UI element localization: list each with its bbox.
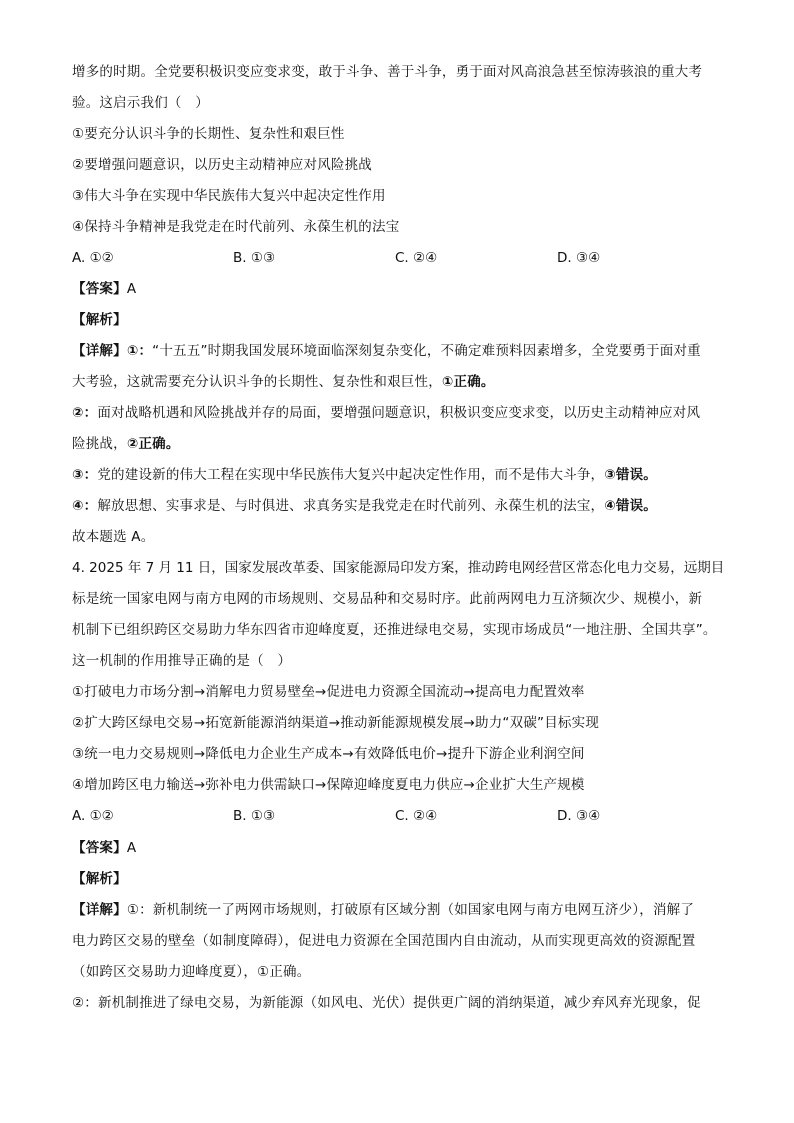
q4-detail-1c: （如跨区交易助力迎峰度夏），①正确。 <box>72 964 311 980</box>
q4-option-b: B. ①③ <box>233 808 276 824</box>
detail-verdict: ②正确。 <box>126 436 180 452</box>
detail-verdict: ①正确。 <box>441 374 495 390</box>
q3-option-a: A. ①② <box>72 250 114 266</box>
q4-item-4: ④增加跨区电力输送→弥补电力供需缺口→保障迎峰度夏电力供应→企业扩大生产规模 <box>72 777 585 793</box>
q3-answer <box>72 279 136 299</box>
q4-analysis-label: 【解析】 <box>72 871 127 887</box>
answer-value: A <box>126 281 137 297</box>
q3-detail-1a <box>72 341 701 361</box>
q4-detail-2a: ②：新机制推进了绿电交易，为新能源（如风电、光伏）提供更广阔的消纳渠道，减少弃风弃光现象，促 <box>72 995 701 1011</box>
detail-marker: ④： <box>72 498 98 514</box>
q4-detail-1b: 电力跨区交易的壁垒（如制度障碍），促进电力资源在全国范围内自由流动，从而实现更高效的资源配置 <box>72 933 696 949</box>
q3-conclusion: 故本题选 A。 <box>72 529 155 545</box>
q3-analysis-label: 【解析】 <box>72 312 127 328</box>
q3-detail-4 <box>72 496 657 516</box>
q4-item-2: ②扩大跨区绿电交易→拓宽新能源消纳渠道→推动新能源规模发展→助力“双碳”目标实现 <box>72 715 600 731</box>
q4-stem-line: 4. 2025 年 7 月 11 日，国家发展改革委、国家能源局印发方案，推动跨电网经营区常态化电力交易，远期目 <box>72 560 725 576</box>
detail-text: 解放思想、实事求是、与时俱进、求真务实是我党走在时代前列、永葆生机的法宝， <box>97 498 605 514</box>
q4-option-c: C. ②④ <box>395 808 438 824</box>
detail-text: “十五五”时期我国发展环境面临深刻复杂变化，不确定难预料因素增多，全党要勇于面对重 <box>152 343 701 359</box>
q3-detail-2b <box>72 434 180 454</box>
answer-label: 【答案】 <box>72 281 127 297</box>
q4-stem-line: 标是统一国家电网与南方电网的市场规则、交易品种和交易时序。此前两网电力互济频次少、规模小，新 <box>72 591 703 607</box>
answer-value: A <box>126 840 137 856</box>
q3-option-c: C. ②④ <box>395 250 438 266</box>
q4-stem-line: 机制下已组织跨区交易助力华东四省市迎峰度夏，还推进绿电交易，实现市场成员“一地注册、全国共享”。 <box>72 622 717 638</box>
answer-label: 【答案】 <box>72 840 127 856</box>
detail-text: 面对战略机遇和风险挑战并存的局面，要增强问题意识，积极识变应变求变，以历史主动精神应对风 <box>97 405 701 421</box>
q3-detail-1b <box>72 372 495 392</box>
q4-option-d: D. ③④ <box>557 808 601 824</box>
q3-option-d: D. ③④ <box>557 250 601 266</box>
q4-item-3: ③统一电力交易规则→降低电力企业生产成本→有效降低电价→提升下游企业利润空间 <box>72 746 585 762</box>
q3-stem-line: 验。这启示我们（ ） <box>72 95 209 111</box>
q3-detail-2a <box>72 403 700 423</box>
q4-detail-1a <box>72 900 694 920</box>
q4-answer <box>72 838 136 858</box>
q3-option-b: B. ①③ <box>233 250 276 266</box>
detail-label: 【详解】 <box>72 902 127 918</box>
q4-item-1: ①打破电力市场分割→消解电力贸易壁垒→促进电力资源全国流动→提高电力配置效率 <box>72 684 585 700</box>
detail-text: 大考验，这就需要充分认识斗争的长期性、复杂性和艰巨性， <box>72 374 442 390</box>
q3-stem-line: 增多的时期。全党要积极识变应变求变，敢于斗争、善于斗争，勇于面对风高浪急甚至惊涛骇浪的重大考 <box>72 64 703 80</box>
q3-detail-3 <box>72 465 657 485</box>
detail-marker: ②： <box>72 405 98 421</box>
q3-item-3: ③伟大斗争在实现中华民族伟大复兴中起决定性作用 <box>72 188 386 204</box>
detail-label: 【详解】 <box>72 343 127 359</box>
q3-item-1: ①要充分认识斗争的长期性、复杂性和艰巨性 <box>72 126 345 142</box>
detail-verdict: ④错误。 <box>604 498 657 514</box>
detail-text: ①：新机制统一了两网市场规则，打破原有区域分割（如国家电网与南方电网互济少），消解了 <box>126 902 695 918</box>
q3-item-4: ④保持斗争精神是我党走在时代前列、永葆生机的法宝 <box>72 219 400 235</box>
detail-marker: ③： <box>72 467 98 483</box>
detail-text: 党的建设新的伟大工程在实现中华民族伟大复兴中起决定性作用，而不是伟大斗争， <box>97 467 605 483</box>
q3-item-2: ②要增强问题意识，以历史主动精神应对风险挑战 <box>72 157 373 173</box>
detail-marker: ①： <box>126 343 153 359</box>
detail-text: 险挑战， <box>72 436 127 452</box>
q4-stem-line: 这一机制的作用推导正确的是（ ） <box>72 653 292 669</box>
detail-verdict: ③错误。 <box>604 467 657 483</box>
q4-option-a: A. ①② <box>72 808 114 824</box>
